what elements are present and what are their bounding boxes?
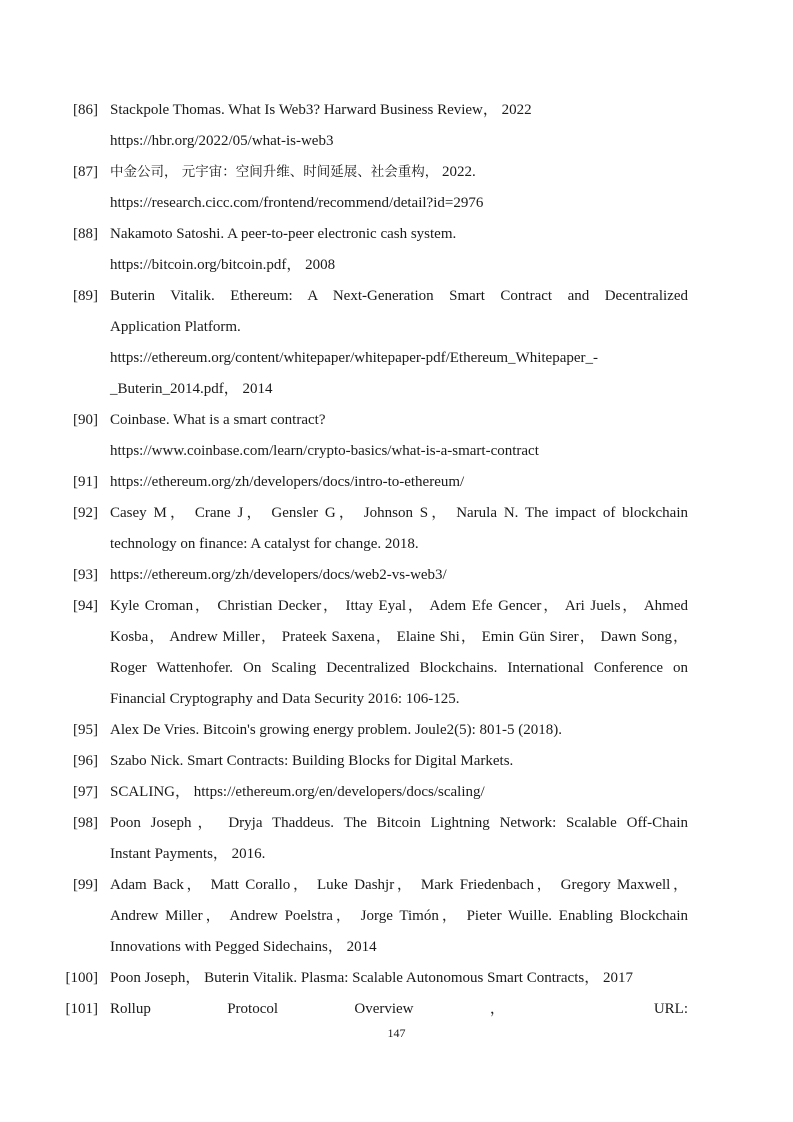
reference-number: [97] [73,784,98,800]
reference-text: technology on finance: A catalyst for change. 2018. [110,536,419,552]
reference-text: Rollup Protocol Overview ， URL: [110,1001,688,1017]
reference-text: Poon Joseph， Dryja Thaddeus. The Bitcoin Lightning Network: Scalable Off-Chain [110,815,688,831]
reference-number: [90] [73,412,98,428]
reference-text: SCALING， https://ethereum.org/en/developers/docs/scaling/ [110,784,485,800]
reference-text: Adam Back， Matt Corallo， Luke Dashjr， Mark Friedenbach， Gregory Maxwell， [110,877,688,893]
reference-text: Instant Payments， 2016. [110,846,266,862]
reference-url[interactable]: https://ethereum.org/zh/developers/docs/intro-to-ethereum/ [110,474,465,490]
reference-url[interactable]: https://ethereum.org/content/whitepaper/whitepaper-pdf/Ethereum_Whitepaper_- [110,350,598,366]
reference-text [110,157,688,188]
reference-number: [100] [65,970,98,986]
reference-url[interactable]: _Buterin_2014.pdf， 2014 [110,381,273,397]
reference-number: [96] [73,753,98,769]
reference-url[interactable]: https://bitcoin.org/bitcoin.pdf， 2008 [110,257,336,273]
reference-number: [93] [73,567,98,583]
reference-url[interactable]: https://research.cicc.com/frontend/recommend/detail?id=2976 [110,195,484,211]
reference-text: Financial Cryptography and Data Security 2016: 106-125. [110,691,460,707]
reference-99 [0,870,793,963]
reference-number: [94] [73,598,98,614]
reference-text: Andrew Miller， Andrew Poelstra， Jorge Timón， Pieter Wuille. Enabling Blockchain [110,908,688,924]
reference-97 [0,777,793,808]
reference-text: Coinbase. What is a smart contract? [110,412,326,428]
reference-text: Poon Joseph， Buterin Vitalik. Plasma: Scalable Autonomous Smart Contracts， 2017 [110,970,633,986]
reference-url[interactable]: https://www.coinbase.com/learn/crypto-basics/what-is-a-smart-contract [110,443,539,459]
reference-90 [0,405,793,467]
reference-text: Roger Wattenhofer. On Scaling Decentralized Blockchains. International Conference on [110,660,688,676]
reference-text: Kosba， Andrew Miller， Prateek Saxena， Elaine Shi， Emin Gün Sirer， Dawn Song， [110,629,688,645]
page-number: 147 [387,1026,406,1040]
reference-text: Buterin Vitalik. Ethereum: A Next-Generation Smart Contract and Decentralized [110,288,688,304]
reference-number: [87] [73,164,98,180]
reference-87 [0,157,793,219]
reference-text: Casey M， Crane J， Gensler G， Johnson S， Narula N. The impact of blockchain [110,505,688,521]
reference-89 [0,281,793,405]
reference-number: [88] [73,226,98,242]
reference-number: [89] [73,288,98,304]
reference-list [0,95,793,1025]
reference-94 [0,591,793,715]
reference-96 [0,746,793,777]
reference-93 [0,560,793,591]
reference-100 [0,963,793,994]
reference-91 [0,467,793,498]
reference-86 [0,95,793,157]
reference-number: [91] [73,474,98,490]
reference-number: [95] [73,722,98,738]
reference-text: Szabo Nick. Smart Contracts: Building Blocks for Digital Markets. [110,753,514,769]
reference-text: Alex De Vries. Bitcoin's growing energy problem. Joule2(5): 801-5 (2018). [110,722,562,738]
reference-number: [99] [73,877,98,893]
reference-text: Innovations with Pegged Sidechains， 2014 [110,939,377,955]
reference-88 [0,219,793,281]
reference-text: Nakamoto Satoshi. A peer-to-peer electronic cash system. [110,226,457,242]
reference-101 [0,994,793,1025]
reference-cjk-title: 中金公司， 元宇宙：空间升维、时间延展、社会重构， [110,164,439,180]
reference-number: [98] [73,815,98,831]
reference-text: Kyle Croman， Christian Decker， Ittay Eyal， Adem Efe Gencer， Ari Juels， Ahmed [110,598,688,614]
reference-text: Stackpole Thomas. What Is Web3? Harward Business Review， 2022 [110,102,532,118]
reference-year: 2022. [438,164,476,180]
reference-number: [92] [73,505,98,521]
reference-text: Application Platform. [110,319,241,335]
reference-98 [0,808,793,870]
reference-92 [0,498,793,560]
reference-number: [101] [65,1001,98,1017]
reference-url[interactable]: https://hbr.org/2022/05/what-is-web3 [110,133,334,149]
reference-number: [86] [73,102,98,118]
reference-95 [0,715,793,746]
reference-url[interactable]: https://ethereum.org/zh/developers/docs/web2-vs-web3/ [110,567,447,583]
